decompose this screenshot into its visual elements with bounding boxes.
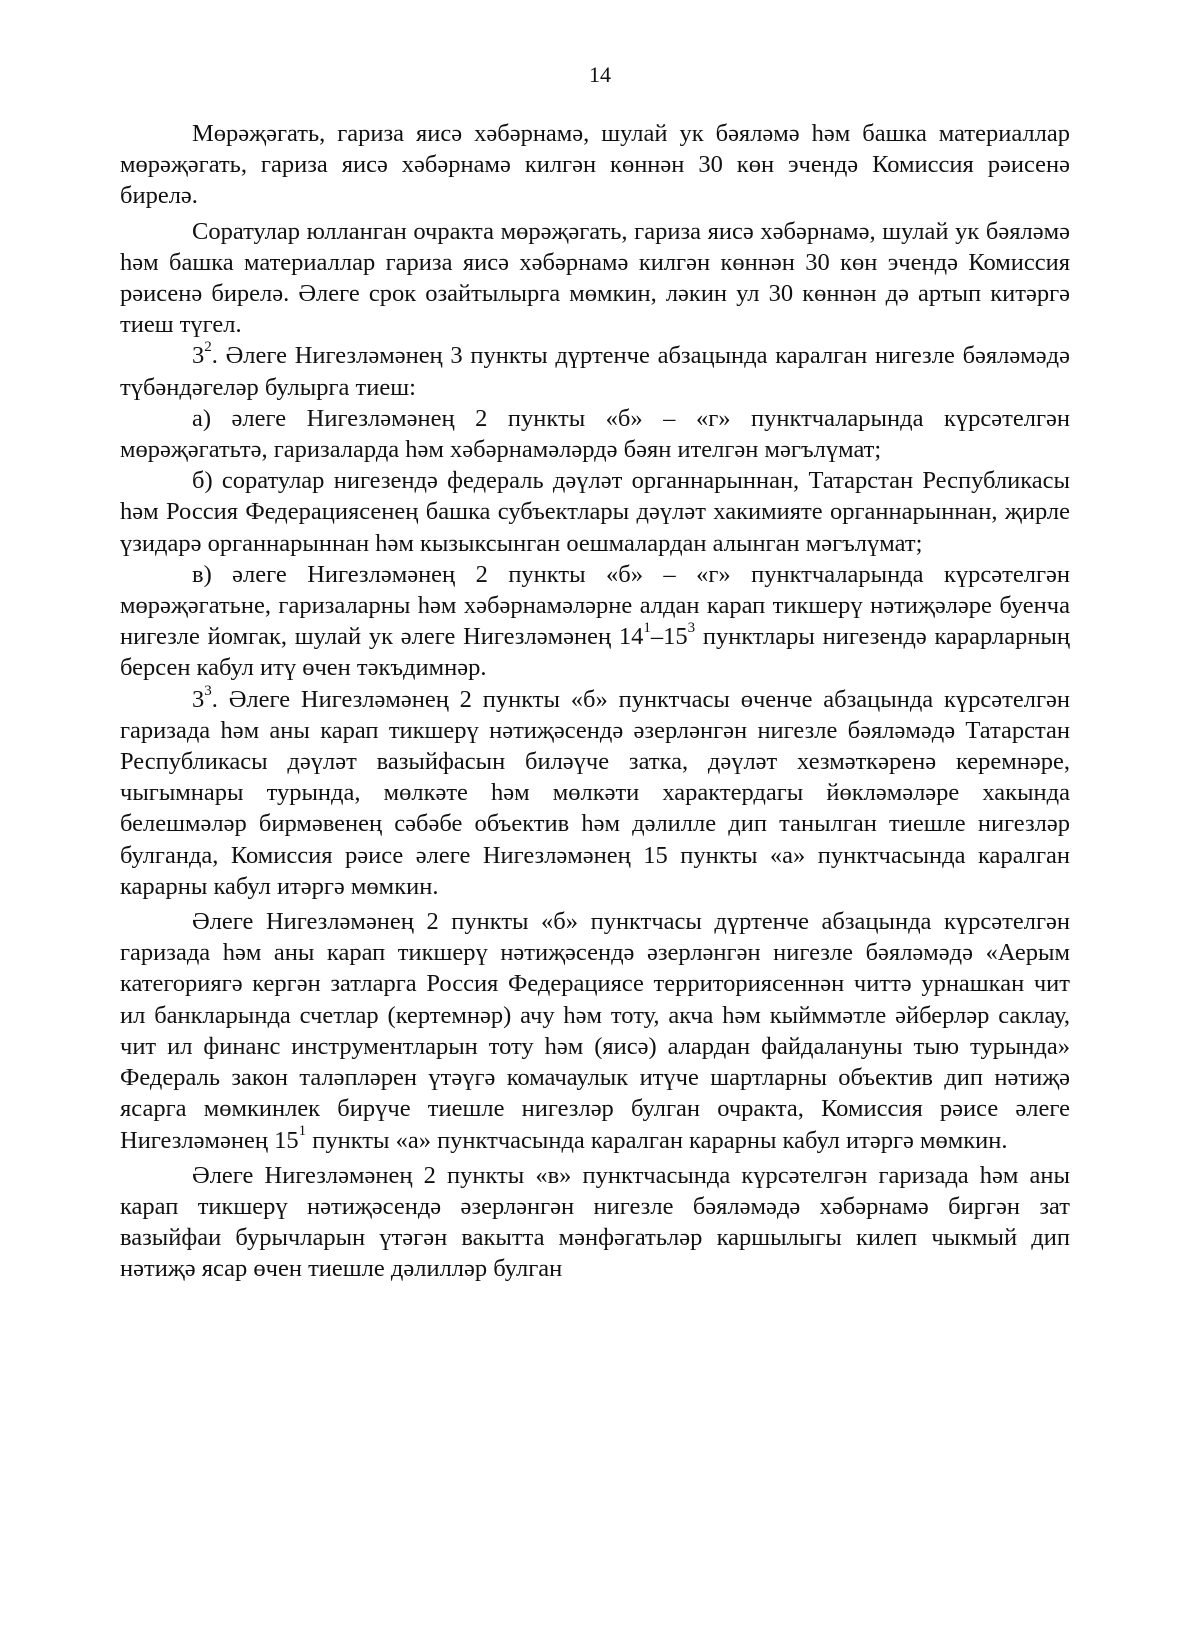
document-body [120,118,1070,1285]
paragraph-2: Соратулар юлланган очракта мөрәҗәгать, гариза яисә хәбәрнамә, шулай ук бәяләмә һәм башка материаллар гариза яисә хәбәрнамә килгән көннән 30 көн эчендә Комиссия рәисенә бирелә. Әлеге срок озайтылырга мөмкин, ләкин ул 30 көннән дә артып китәргә тиеш түгел. [120,217,1070,339]
clause-number: 3 [192,342,205,370]
paragraph-9: Әлеге Нигезләмәнең 2 пункты «в» пунктчасында күрсәтелгән гаризада һәм аны карап тикшерү нәтиҗәсендә әзерләнгән нигезле бәяләмәдә хәбәрнамә биргән зат вазыйфаи бурычларын үтәгән вакытта мәнфәгатьләр каршылыгы килеп чыкмый дип нәтиҗә ясар өчен тиешле дәлилләр булган [120,1161,1070,1283]
paragraph-3 [120,340,1070,402]
range-end-superscript: 3 [687,620,696,637]
reference-number: 15 [274,1126,299,1154]
paragraph-text: . Әлеге Нигезләмәнең 3 пункты дүртенче абзацында каралган нигезле бәяләмәдә түбәндәгеләр булырга тиеш: [120,342,1070,401]
range-end: 15 [663,623,688,651]
range-separator: – [650,623,664,651]
page-number: 14 [589,62,611,87]
paragraph-text: . Әлеге Нигезләмәнең 2 пункты «б» пунктчасы өченче абзацында күрсәтелгән гаризада һәм аны карап тикшерү нәтиҗәсендә әзерләнгән нигезле бәяләмәдә Татарстан Республикасы дәүләт вазыйфасын биләүче затка, дәүләт хезмәткәренә керемнәре, чыгымнары турында, мөлкәте һәм мөлкәти характердагы йөкләмәләре хакында белешмәләр бирмәвенең сәбәбе объектив һәм дәлилле дип танылган тиешле нигезләр булганда, Комиссия рәисе әлеге Нигезләмәнең 15 пункты «а» пунктчасында каралган карарны кабул итәргә мөмкин. [120,685,1070,900]
paragraph-text: в) әлеге Нигезләмәнең 2 пункты «б» – «г» пунктчаларында күрсәтелгән мөрәҗәгатьне, гаризаларны һәм хәбәрнамәләрне алдан карап тикшерү нәтиҗәләре буенча нигезле йомгак, шулай ук әлеге Нигезләмәнең [120,560,1070,651]
reference-superscript: 1 [298,1123,307,1140]
paragraph-text: Әлеге Нигезләмәнең 2 пункты «б» пунктчасы дүртенче абзацында күрсәтелгән гаризада һәм аны карап тикшерү нәтиҗәсендә әзерләнгән нигезле бәяләмәдә «Аерым категориягә кергән затларга Россия Федерациясе территориясеннән читтә урнашкан чит ил банкларында счетлар (кертемнәр) ачу һәм тоту, акча һәм кыйммәтле әйберләр саклау, чит ил финанс инструментларын тоту һәм (яисә) алардан файдалануны тыю турында» Федераль закон таләпләрен үтәүгә комачаулык итүче шартларны объектив дип нәтиҗә ясарга мөмкинлек бирүче тиешле нигезләр булган очракта, Комиссия рәисе әлеге Нигезләмәнең [120,908,1070,1154]
subclause-b: б) соратулар нигезендә федераль дәүләт органнарыннан, Татарстан Республикасы һәм Россия Федерациясенең башка субъектлары дәүләт хакимияте органнарыннан, җирле үзидарә органнарыннан һәм кызыксынган оешмалардан алынган мәгълүмат; [120,467,1070,557]
paragraph-text: пункты «а» пунктчасында каралган карарны кабул итәргә мөмкин. [306,1126,1008,1154]
paragraph-1: Мөрәҗәгать, гариза яисә хәбәрнамә, шулай ук бәяләмә һәм башка материаллар мөрәҗәгать, гариза яисә хәбәрнамә килгән көннән 30 көн эчендә Комиссия рәисенә бирелә. [120,120,1070,210]
range-start-superscript: 1 [643,620,651,637]
subclause-a: а) әлеге Нигезләмәнең 2 пункты «б» – «г» пунктчаларында күрсәтелгән мөрәҗәгатьтә, гаризаларда һәм хәбәрнамәләрдә бәян ителгән мәгълүмат; [120,404,1070,464]
subclause-v [120,559,1070,684]
clause-superscript: 2 [204,339,212,356]
paragraph-text: пунктлары нигезендә карарларның берсен кабул итү өчен тәкъдимнәр. [120,623,1070,682]
clause-number: 3 [192,685,205,713]
paragraph-7 [120,684,1070,902]
paragraph-8 [120,906,1070,1156]
range-start: 14 [618,623,644,651]
clause-superscript: 3 [204,682,212,699]
